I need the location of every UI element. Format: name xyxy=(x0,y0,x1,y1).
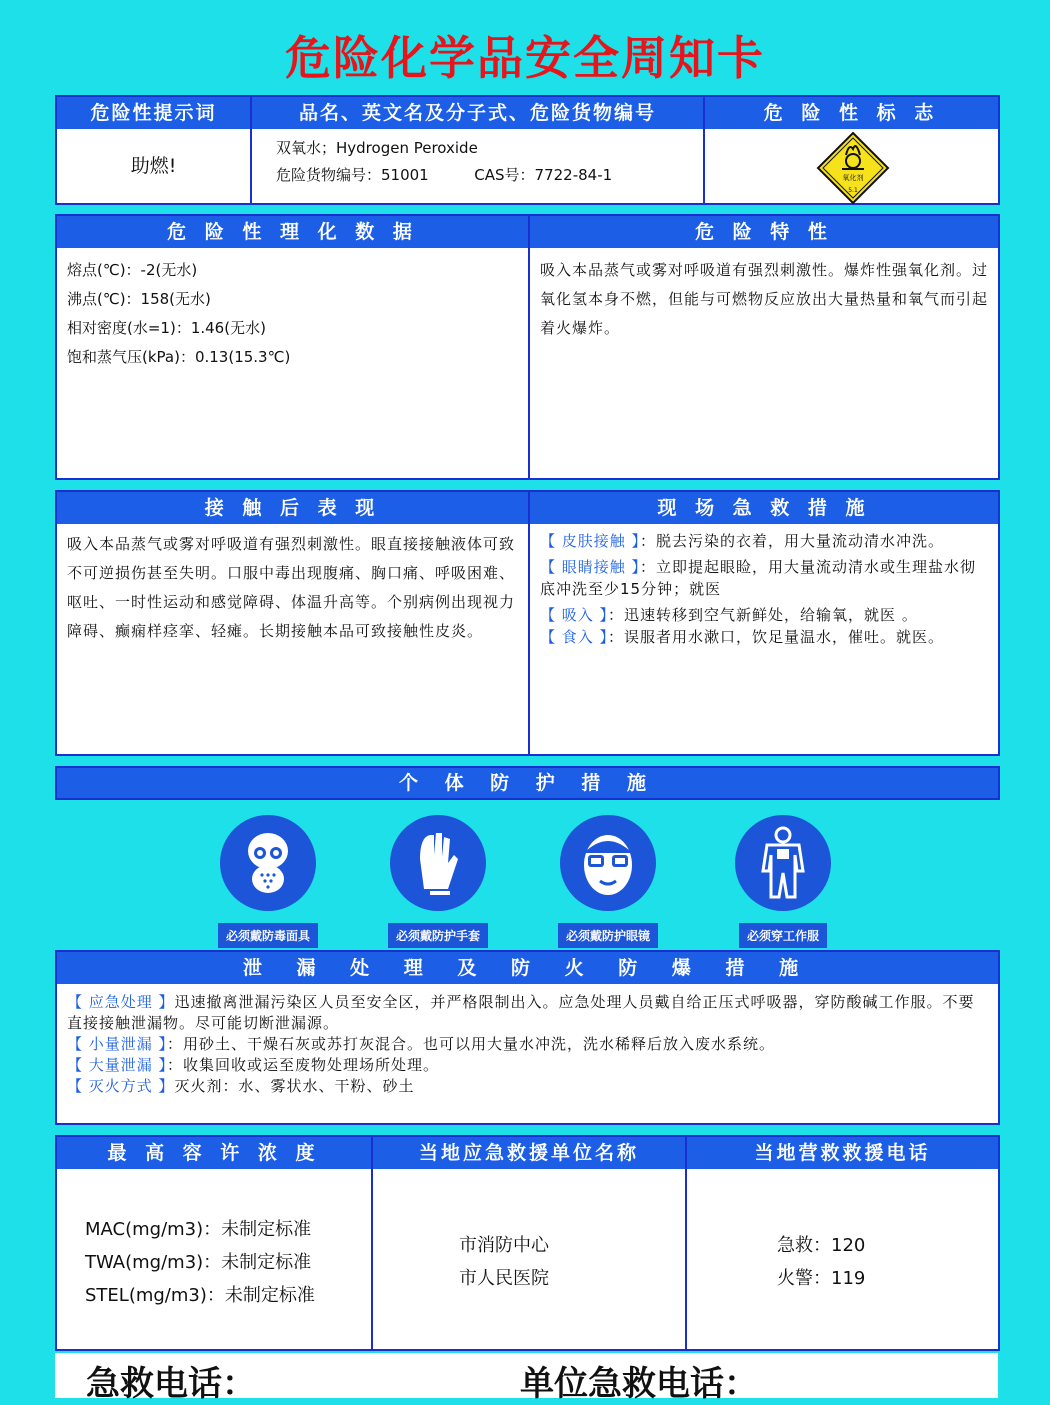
exposure-header: 接 触 后 表 现 xyxy=(57,492,528,524)
rescue-phone-header: 当地营救救援电话 xyxy=(687,1137,998,1169)
ppe-item-work-suit xyxy=(715,815,851,948)
leak-section xyxy=(55,950,1000,1125)
relative-density: 相对密度(水=1)：1.46(无水) xyxy=(67,319,266,337)
firstaid-header: 现 场 急 救 措 施 xyxy=(530,492,998,524)
exposure-firstaid-section xyxy=(55,490,1000,756)
firstaid-eyes: 【 眼睛接触 】：立即提起眼睑，用大量流动清水或生理盐水彻底冲洗至少15分钟；就医 xyxy=(540,558,977,598)
leak-header: 泄 漏 处 理 及 防 火 防 爆 措 施 xyxy=(57,952,998,984)
vapor-pressure: 饱和蒸气压(kPa)：0.13(15.3℃) xyxy=(67,348,291,366)
leak-large: 【 大量泄漏 】：收集回收或运至废物处理场所处理。 xyxy=(67,1056,440,1074)
leak-emergency: 【 应急处理 】迅速撤离泄漏污染区人员至安全区，并严格限制出入。应急处理人员戴自给正压式呼吸器，穿防酸碱工作服。不要直接接触泄漏物。尽可能切断泄漏源。 xyxy=(67,993,975,1032)
oxidizer-hazard-icon xyxy=(816,131,890,205)
ppe-label-work-suit: 必须穿工作服 xyxy=(739,923,827,948)
firstaid-skin: 【 皮肤接触 】：脱去污染的衣着，用大量流动清水冲洗。 xyxy=(540,532,945,550)
hazard-text: 吸入本品蒸气或雾对呼吸道有强烈刺激性。爆炸性强氧化剂。过氧化氢本身不燃，但能与可燃物反应放出大量热量和氧气而引起着火爆炸。 xyxy=(540,261,989,337)
gas-mask-icon xyxy=(220,815,316,911)
cas-number: CAS号：7722-84-1 xyxy=(474,166,613,184)
unit-emergency-phone-label: 单位急救电话： xyxy=(520,1364,758,1404)
gloves-icon xyxy=(390,815,486,911)
firstaid-inhalation: 【 吸入 】：迅速转移到空气新鲜处，给输氧，就医 。 xyxy=(540,606,918,624)
ppe-label-gloves: 必须戴防护手套 xyxy=(388,923,488,948)
firstaid-ingestion: 【 食入 】：误服者用水漱口，饮足量温水，催吐。就医。 xyxy=(540,628,945,646)
rescue-unit-hospital: 市人民医院 xyxy=(459,1268,549,1289)
sign-text: 氧化剂 xyxy=(842,174,864,182)
fire-extinguishing: 【 灭火方式 】灭火剂：水、雾状水、干粉、砂土 xyxy=(67,1077,415,1095)
hazard-header: 危 险 特 性 xyxy=(530,216,998,248)
ppe-item-goggles xyxy=(540,815,676,948)
exposure-limit-header: 最 高 容 许 浓 度 xyxy=(57,1137,371,1169)
goggles-icon xyxy=(560,815,656,911)
ppe-item-gloves xyxy=(370,815,506,948)
twa-limit: TWA(mg/m3)：未制定标准 xyxy=(85,1252,312,1273)
ppe-item-gas-mask xyxy=(200,815,336,948)
leak-small: 【 小量泄漏 】：用砂土、干燥石灰或苏打灰混合。也可以用大量水冲洗，洗水稀释后放入废水系统。 xyxy=(67,1035,776,1053)
hazard-sign-header: 危 险 性 标 志 xyxy=(705,97,998,129)
rescue-unit-header: 当地应急救援单位名称 xyxy=(373,1137,685,1169)
physchem-header: 危 险 性 理 化 数 据 xyxy=(57,216,528,248)
contact-table xyxy=(55,1135,1000,1351)
melting-point: 熔点(℃)：-2(无水) xyxy=(67,261,198,279)
ppe-section xyxy=(55,766,1000,800)
dangerous-goods-number: 危险货物编号：51001 xyxy=(276,166,429,184)
ppe-label-goggles: 必须戴防护眼镜 xyxy=(558,923,658,948)
ppe-label-gas-mask: 必须戴防毒面具 xyxy=(218,923,318,948)
physchem-hazard-section xyxy=(55,214,1000,480)
sign-class: 5.1 xyxy=(848,187,858,194)
exposure-text: 吸入本品蒸气或雾对呼吸道有强烈刺激性。眼直接接触液体可致不可逆损伤甚至失明。口服中毒出现腹痛、胸口痛、呼吸困难、呕吐、一时性运动和感觉障碍、体温升高等。个别病例出现视力障碍、癫痫样痉挛、轻瘫。长期接触本品可致接触性皮炎。 xyxy=(67,535,516,640)
boiling-point: 沸点(℃)：158(无水) xyxy=(67,290,211,308)
hint-word-header: 危险性提示词 xyxy=(57,97,250,129)
fire-phone: 火警：119 xyxy=(777,1268,866,1289)
rescue-unit-fire-center: 市消防中心 xyxy=(459,1235,549,1256)
ppe-header: 个 体 防 护 措 施 xyxy=(57,768,998,798)
product-info-section xyxy=(55,95,1000,205)
product-name: 双氧水；Hydrogen Peroxide xyxy=(276,139,478,157)
stel-limit: STEL(mg/m3)：未制定标准 xyxy=(85,1285,315,1306)
work-suit-icon xyxy=(735,815,831,911)
page-title: 危险化学品安全周知卡 xyxy=(285,31,765,85)
emergency-phone-label: 急救电话： xyxy=(86,1364,256,1404)
hint-word: 助燃! xyxy=(130,155,177,177)
ambulance-phone: 急救：120 xyxy=(777,1235,866,1256)
mac-limit: MAC(mg/m3)：未制定标准 xyxy=(85,1219,312,1240)
product-name-header: 品名、英文名及分子式、危险货物编号 xyxy=(252,97,703,129)
